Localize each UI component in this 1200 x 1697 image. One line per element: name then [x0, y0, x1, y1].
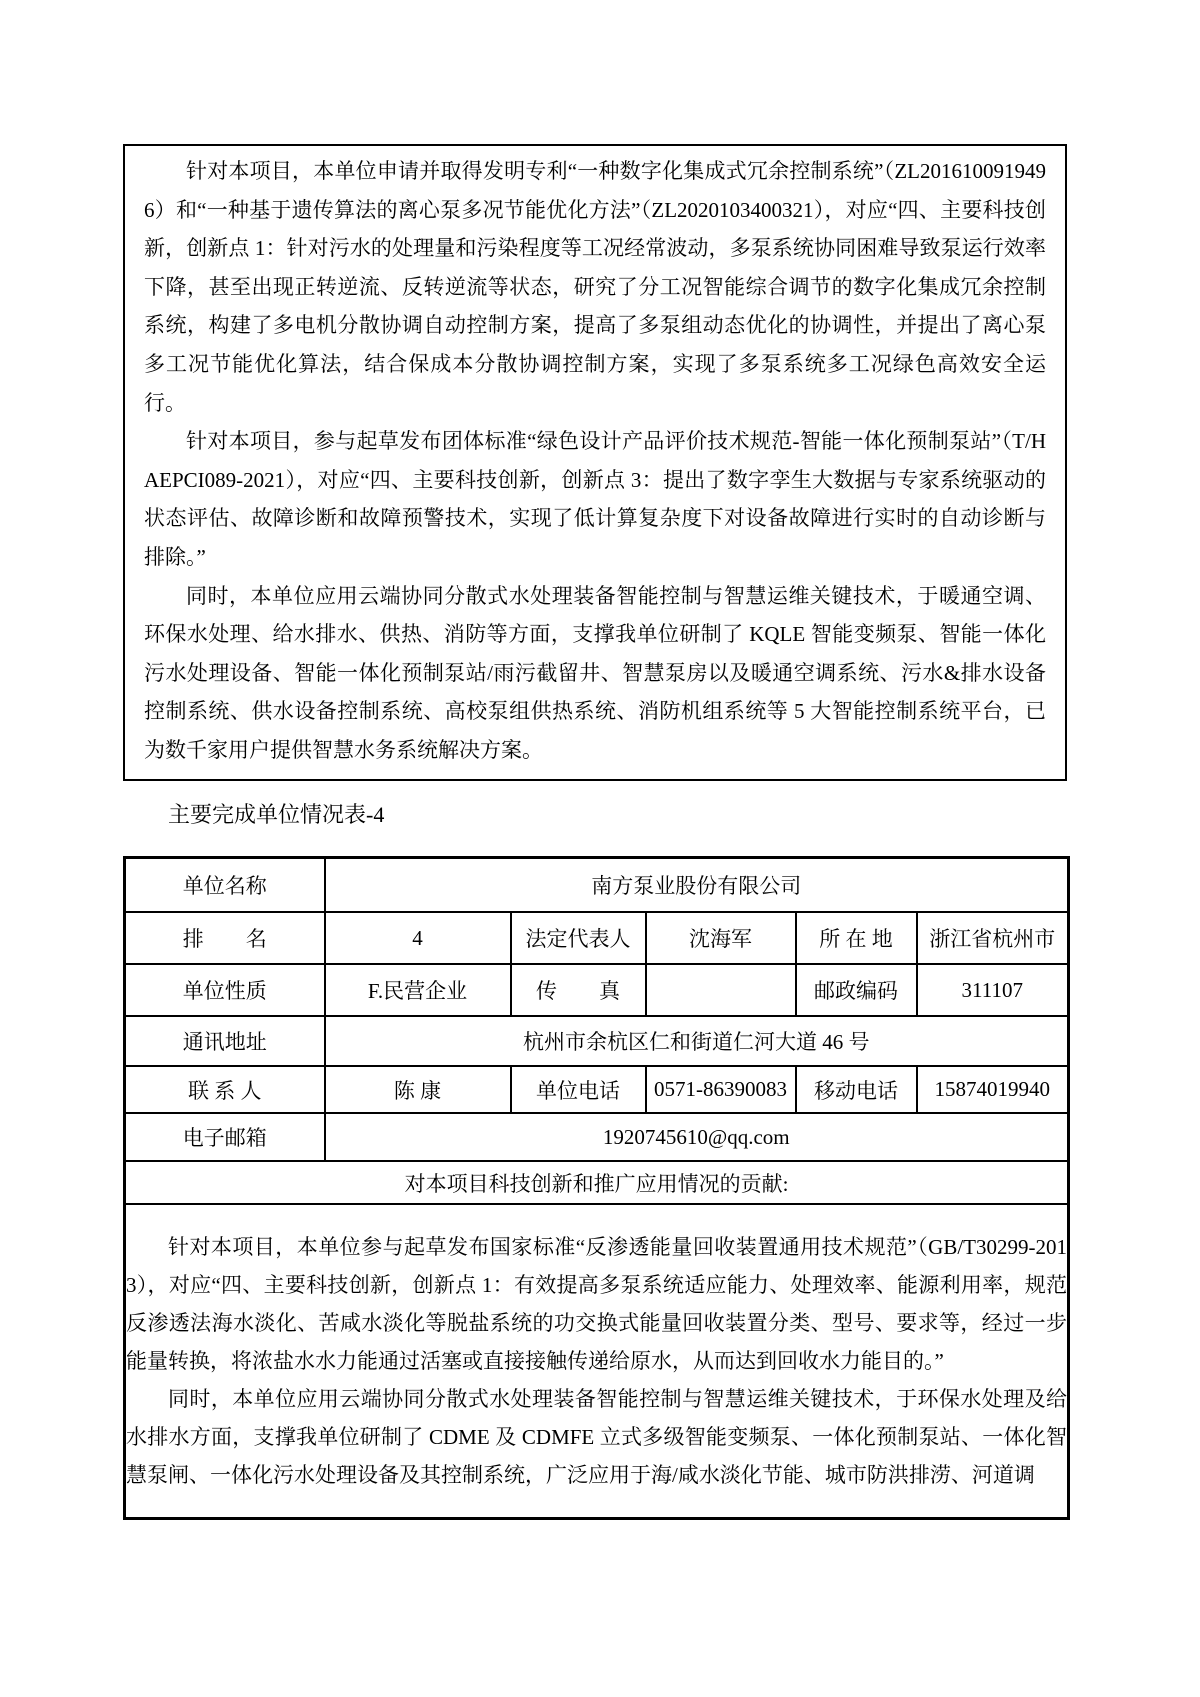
table-row [125, 1113, 1069, 1161]
intro-paragraph: 同时，本单位应用云端协同分散式水处理装备智能控制与智慧运维关键技术，于暖通空调、环保水处理、给水排水、供热、消防等方面，支撑我单位研制了 KQLE 智能变频泵、智能一体化污水处理设备、智能一体化预制泵站/雨污截留井、智慧泵房以及暖通空调系统、污水&排水设备控制系统、供水设备控制系统、高校泵组供热系统、消防机组系统等 5 大智能控制系统平台，已为数千家用户提供智慧水务系统解决方案。 [144, 583, 1046, 762]
email-value: 1920745610@qq.com [325, 1113, 1069, 1161]
mobile-label: 移动电话 [796, 1066, 917, 1113]
table-title: 主要完成单位情况表-4 [168, 801, 385, 827]
contribution-paragraph: 针对本项目，本单位参与起草发布国家标准“反渗透能量回收装置通用技术规范”（GB/T30299-2013），对应“四、主要科技创新，创新点 1：有效提高多泵系统适应能力、处理效率、能源利用率，规范反渗透法海水淡化、苦咸水淡化等脱盐系统的功交换式能量回收装置分类、型号、要求等，经过一步能量转换，将浓盐水水力能通过活塞或直接接触传递给原水，从而达到回收水力能目的。” [126, 1234, 1067, 1373]
unit-name-value: 南方泵业股份有限公司 [325, 857, 1069, 912]
unit-info-table [123, 856, 1070, 1520]
location-label: 所 在 地 [796, 912, 917, 964]
email-label: 电子邮箱 [125, 1113, 325, 1161]
contact-label: 联 系 人 [125, 1066, 325, 1113]
table-row [125, 912, 1069, 964]
table-row [125, 964, 1069, 1016]
address-label: 通讯地址 [125, 1016, 325, 1066]
phone-label: 单位电话 [511, 1066, 646, 1113]
unit-name-label: 单位名称 [125, 857, 325, 912]
rank-label: 排 名 [125, 912, 325, 964]
location-value: 浙江省杭州市 [917, 912, 1069, 964]
unit-type-value: F.民营企业 [325, 964, 511, 1016]
contribution-body [125, 1204, 1069, 1518]
postal-code-value: 311107 [917, 964, 1069, 1016]
table-row [125, 1016, 1069, 1066]
intro-paragraph: 针对本项目，本单位申请并取得发明专利“一种数字化集成式冗余控制系统”（ZL2016100919496）和“一种基于遗传算法的离心泵多况节能优化方法”（ZL2020103400321），对应“四、主要科技创新，创新点 1：针对污水的处理量和污染程度等工况经常波动，多泵系统协同困难导致泵运行效率下降，甚至出现正转逆流、反转逆流等状态，研究了分工况智能综合调节的数字化集成冗余控制系统，构建了多电机分散协调自动控制方案，提高了多泵组动态优化的协调性，并提出了离心泵多工况节能优化算法，结合保成本分散协调控制方案，实现了多泵系统多工况绿色高效安全运行。 [144, 159, 1046, 415]
table-row [125, 1204, 1069, 1518]
legal-rep-value: 沈海军 [646, 912, 796, 964]
legal-rep-label: 法定代表人 [511, 912, 646, 964]
postal-code-label: 邮政编码 [796, 964, 917, 1016]
table-row [125, 857, 1069, 912]
mobile-value: 15874019940 [917, 1066, 1069, 1113]
phone-value: 0571-86390083 [646, 1066, 796, 1113]
address-value: 杭州市余杭区仁和街道仁河大道 46 号 [325, 1016, 1069, 1066]
table-row [125, 1066, 1069, 1113]
contribution-paragraph: 同时，本单位应用云端协同分散式水处理装备智能控制与智慧运维关键技术，于环保水处理及给水排水方面，支撑我单位研制了 CDME 及 CDMFE 立式多级智能变频泵、一体化预制泵站、一体化智慧泵闸、一体化污水处理设备及其控制系统，广泛应用于海/咸水淡化节能、城市防洪排涝、河道调 [126, 1386, 1067, 1487]
page-content [123, 0, 1067, 1520]
unit-type-label: 单位性质 [125, 964, 325, 1016]
table-row [125, 1161, 1069, 1204]
contact-value: 陈 康 [325, 1066, 511, 1113]
contribution-header: 对本项目科技创新和推广应用情况的贡献: [125, 1161, 1069, 1204]
intro-paragraph: 针对本项目，参与起草发布团体标准“绿色设计产品评价技术规范-智能一体化预制泵站”（T/HAEPCI089-2021），对应“四、主要科技创新，创新点 3：提出了数字孪生大数据与专家系统驱动的状态评估、故障诊断和故障预警技术，实现了低计算复杂度下对设备故障进行实时的自动诊断与排除。” [144, 429, 1046, 569]
fax-value [646, 964, 796, 1016]
fax-label: 传 真 [511, 964, 646, 1016]
rank-value: 4 [325, 912, 511, 964]
intro-text-box [123, 144, 1067, 781]
